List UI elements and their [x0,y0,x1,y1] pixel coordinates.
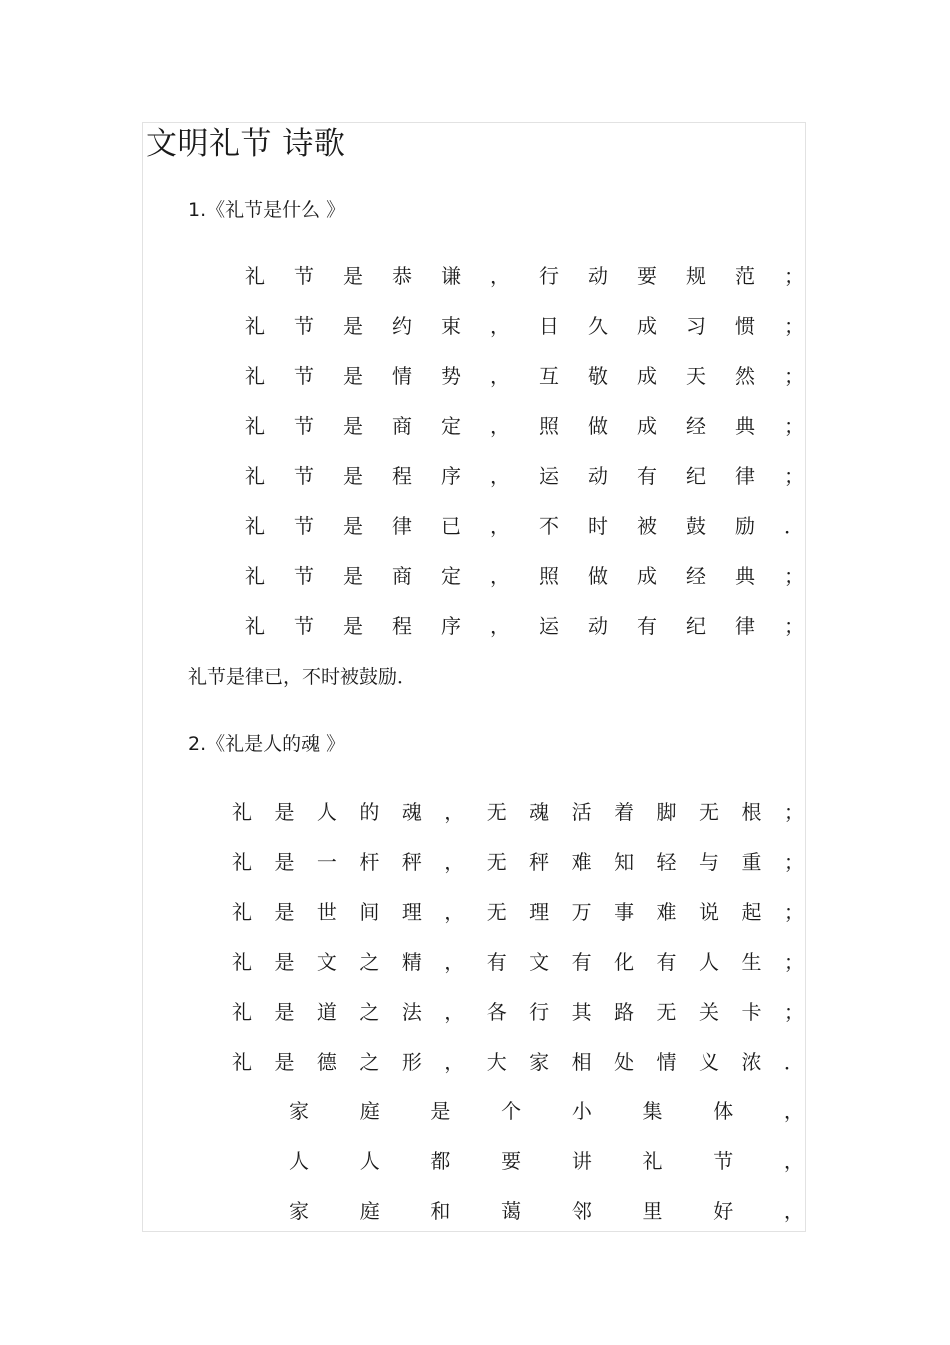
poem-char: ， [444,1050,465,1074]
poem-char: 律 [735,464,755,488]
poem-char: 精 [401,950,422,974]
poem-char: 是 [343,464,363,488]
poem-char: 运 [539,614,559,638]
poem-char: 是 [274,850,295,874]
poem-char: 励 [735,514,755,538]
poem-char: 节 [294,414,314,438]
poem-char: 魂 [401,800,422,824]
poem-char: 运 [539,464,559,488]
poem-char: 序 [441,614,461,638]
poem-char: 是 [343,314,363,338]
poem-char: 程 [392,614,412,638]
poem-char: 律 [735,614,755,638]
poem-char: 经 [686,564,706,588]
poem-char: 程 [392,464,412,488]
poem-char: 的 [359,800,380,824]
poem-char: 卡 [741,1000,762,1024]
poem-char: 浓 [741,1050,762,1074]
poem-char: ， [490,314,510,338]
poem-char: 难 [656,900,677,924]
poem-char: 商 [392,564,412,588]
poem-char: ， [444,1000,465,1024]
poem1-heading: 1.《礼节是什么 》 [188,199,346,221]
poem-char: 有 [637,614,657,638]
poem-char: 是 [343,514,363,538]
poem-char: 要 [637,264,657,288]
poem-char: 天 [686,364,706,388]
poem-char: 动 [588,264,608,288]
poem2-line [232,797,804,827]
poem-char: 人 [698,950,719,974]
poem-char: 行 [529,1000,550,1024]
poem-char: 知 [614,850,635,874]
poem-char: 家 [289,1199,309,1223]
poem-char: 是 [430,1099,451,1123]
poem-char: 是 [343,264,363,288]
poem1-line [245,361,804,391]
page-title: 文明礼节 诗歌 [146,126,346,162]
poem-char: 杆 [359,850,380,874]
poem1-line [245,511,804,541]
poem-char: 纪 [686,614,706,638]
poem-char: 着 [614,800,635,824]
poem-char: 束 [441,314,461,338]
poem-char: 商 [392,414,412,438]
poem-char: 礼 [245,564,265,588]
poem-char: ； [783,800,804,824]
poem-char: 关 [698,1000,719,1024]
poem-char: 情 [656,1050,677,1074]
poem-char: 成 [637,314,657,338]
poem-char: 势 [441,364,461,388]
poem-char: 与 [698,850,719,874]
poem-char: 难 [571,850,592,874]
poem-char: 体 [713,1099,734,1123]
poem-char: 是 [274,950,295,974]
poem-char: 无 [486,800,507,824]
poem-char: 习 [686,314,706,338]
poem-char: 理 [529,900,550,924]
poem-char: 典 [735,414,755,438]
poem-char: 人 [359,1149,380,1173]
poem-char: 节 [294,614,314,638]
poem-char: 礼 [232,900,252,924]
poem-char: 节 [713,1149,734,1173]
poem-char: 要 [501,1149,522,1173]
poem-char: 是 [343,364,363,388]
poem-char: 秤 [401,850,422,874]
poem-char: ， [490,364,510,388]
poem2-short-line [289,1196,804,1226]
poem-char: ， [490,514,510,538]
poem-char: 节 [294,464,314,488]
poem-char: 礼 [245,364,265,388]
poem-char: 其 [571,1000,592,1024]
poem-char: 久 [588,314,608,338]
poem-char: 动 [588,464,608,488]
poem-char: 礼 [245,514,265,538]
poem2-heading: 2.《礼是人的魂 》 [188,733,346,755]
poem-char: 世 [316,900,337,924]
poem-char: 有 [637,464,657,488]
poem-char: 礼 [232,850,252,874]
poem-char: 之 [359,950,380,974]
poem-char: ； [783,850,804,874]
poem-char: 文 [316,950,337,974]
poem-char: 时 [588,514,608,538]
poem2-line [232,1047,804,1077]
poem-char: 规 [686,264,706,288]
poem-char: ， [490,614,510,638]
poem-char: ． [784,514,804,538]
poem-char: 做 [588,414,608,438]
poem-char: 礼 [245,614,265,638]
poem-char: 重 [741,850,762,874]
poem-char: 礼 [232,1050,252,1074]
poem-char: 小 [571,1099,592,1123]
poem-char: 相 [571,1050,592,1074]
poem-char: 道 [316,1000,337,1024]
poem-char: 德 [316,1050,337,1074]
poem-char: 是 [274,1050,295,1074]
poem-char: 情 [392,364,412,388]
poem1-line [245,611,804,641]
poem-char: 约 [392,314,412,338]
poem-char: 鼓 [686,514,706,538]
poem-char: ， [783,1099,804,1123]
poem-char: 节 [294,364,314,388]
poem-char: 义 [698,1050,719,1074]
poem-char: 纪 [686,464,706,488]
poem-char: ； [784,414,804,438]
poem-char: 大 [486,1050,507,1074]
poem-char: 做 [588,564,608,588]
poem-char: ； [784,264,804,288]
poem-char: 人 [316,800,337,824]
poem1-tail-line: 礼节是律已，不时被鼓励． [188,666,417,688]
poem-char: ； [783,1000,804,1024]
poem-char: 活 [571,800,592,824]
poem1-line [245,261,804,291]
poem-char: 行 [539,264,559,288]
poem-char: 各 [486,1000,507,1024]
poem-char: 定 [441,414,461,438]
poem-char: 律 [392,514,412,538]
poem-char: ； [784,614,804,638]
poem-char: 有 [486,950,507,974]
poem-char: 典 [735,564,755,588]
poem2-short-line [289,1096,804,1126]
poem-char: ， [444,900,465,924]
poem2-short-line [289,1146,804,1176]
poem2-line [232,947,804,977]
poem-char: 照 [539,414,559,438]
poem-char: ； [784,364,804,388]
poem-char: 理 [401,900,422,924]
poem-char: ； [783,950,804,974]
poem-char: ； [783,900,804,924]
poem-char: 里 [642,1199,663,1223]
poem-char: 事 [614,900,635,924]
poem-char: 是 [274,1000,295,1024]
poem-char: ， [490,264,510,288]
poem-char: 恭 [392,264,412,288]
poem-char: 文 [529,950,550,974]
poem-char: 秤 [529,850,550,874]
poem-char: 形 [401,1050,422,1074]
poem-char: ， [490,414,510,438]
poem-char: 魂 [529,800,550,824]
poem-char: 节 [294,314,314,338]
poem-char: ， [783,1149,804,1173]
poem-char: 个 [501,1099,522,1123]
poem-char: 谦 [441,264,461,288]
poem-char: 无 [486,850,507,874]
poem-char: 生 [741,950,762,974]
poem-char: 万 [571,900,592,924]
poem-char: 是 [343,414,363,438]
poem-char: 然 [735,364,755,388]
poem-char: ； [784,314,804,338]
poem-char: 不 [539,514,559,538]
poem-char: 蔼 [501,1199,522,1223]
poem-char: 节 [294,264,314,288]
poem-char: 节 [294,514,314,538]
poem1-line [245,411,804,441]
poem-char: 邻 [571,1199,592,1223]
poem-char: 法 [401,1000,422,1024]
poem-char: 集 [642,1099,663,1123]
poem2-line [232,997,804,1027]
poem-char: 好 [713,1199,734,1223]
poem-char: 处 [614,1050,635,1074]
poem-char: 是 [343,614,363,638]
poem-char: 惯 [735,314,755,338]
poem-char: 礼 [245,314,265,338]
poem-char: 礼 [642,1149,663,1173]
poem-char: 互 [539,364,559,388]
poem2-line [232,847,804,877]
poem-char: 根 [741,800,762,824]
poem-char: 是 [274,900,295,924]
poem-char: ， [444,850,465,874]
poem-char: 人 [289,1149,309,1173]
poem-char: ； [784,564,804,588]
poem-char: 照 [539,564,559,588]
poem-char: 都 [430,1149,451,1173]
poem-char: 礼 [232,950,252,974]
poem-char: 经 [686,414,706,438]
poem-char: 庭 [359,1099,380,1123]
poem-char: 是 [343,564,363,588]
poem1-line [245,311,804,341]
poem-char: ， [490,464,510,488]
poem-char: 一 [316,850,337,874]
poem-char: 成 [637,364,657,388]
poem-char: 讲 [571,1149,592,1173]
poem-char: 路 [614,1000,635,1024]
poem-char: 成 [637,564,657,588]
poem-char: ； [784,464,804,488]
poem-char: 家 [529,1050,550,1074]
poem-char: 轻 [656,850,677,874]
poem-char: 脚 [656,800,677,824]
poem-char: 有 [656,950,677,974]
poem-char: 礼 [245,414,265,438]
poem-char: 被 [637,514,657,538]
poem-char: 之 [359,1000,380,1024]
poem-char: 成 [637,414,657,438]
poem-char: 已 [441,514,461,538]
poem-char: ， [444,950,465,974]
poem-char: 无 [698,800,719,824]
poem1-line [245,561,804,591]
poem-char: 是 [274,800,295,824]
poem-char: 无 [486,900,507,924]
poem-char: 日 [539,314,559,338]
poem-char: 无 [656,1000,677,1024]
poem-char: 敬 [588,364,608,388]
poem-char: 家 [289,1099,309,1123]
poem-char: ， [444,800,465,824]
poem-char: 节 [294,564,314,588]
poem-char: 有 [571,950,592,974]
poem-char: 礼 [232,1000,252,1024]
poem2-line [232,897,804,927]
poem-char: 说 [698,900,719,924]
poem-char: 化 [614,950,635,974]
poem1-line [245,461,804,491]
poem-char: ， [783,1199,804,1223]
poem-char: 之 [359,1050,380,1074]
poem-char: 和 [430,1199,451,1223]
poem-char: 定 [441,564,461,588]
poem-char: 起 [741,900,762,924]
poem-char: 礼 [245,264,265,288]
poem-char: 礼 [232,800,252,824]
poem-char: 序 [441,464,461,488]
poem-char: ． [783,1050,804,1074]
poem-char: 范 [735,264,755,288]
poem-char: 礼 [245,464,265,488]
poem-char: ， [490,564,510,588]
poem-char: 间 [359,900,380,924]
poem-char: 动 [588,614,608,638]
poem-char: 庭 [359,1199,380,1223]
